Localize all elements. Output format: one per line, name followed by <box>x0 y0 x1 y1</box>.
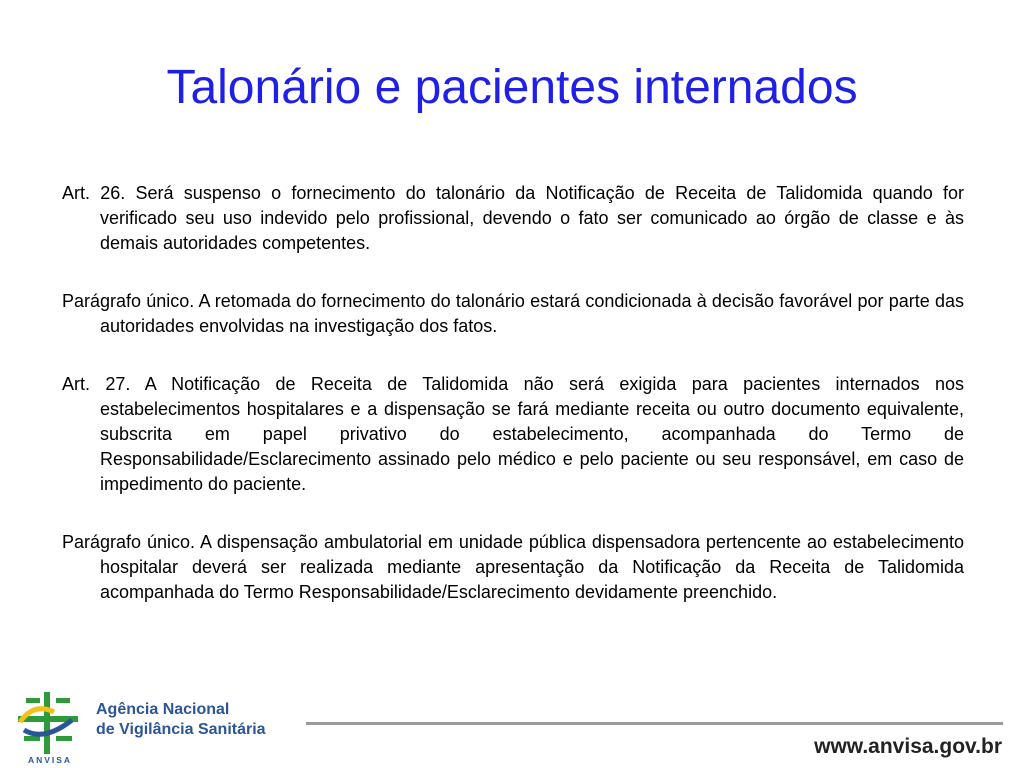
agency-name <box>96 700 266 740</box>
paragraph-art-27-unico: Parágrafo único. A dispensação ambulatorial em unidade pública dispensadora pertencente ao estabelecimento hospitalar deverá ser realizada mediante apresentação da Notificação da Receita de Talidomida acompanhada do Termo Responsabilidade/Esclarecimento devidamente preenchido. <box>62 532 964 602</box>
slide-title: Talonário e pacientes internados <box>166 61 858 114</box>
anvisa-cross-logo-icon <box>14 690 86 766</box>
footer-divider <box>306 722 1003 725</box>
footer <box>0 680 1024 768</box>
paragraph-art-26: Art. 26. Será suspenso o fornecimento do talonário da Notificação de Receita de Talidomida quando for verificado seu uso indevido pelo profissional, devendo o fato ser comunicado ao órgão de classe e às demais autoridades competentes. <box>62 183 964 253</box>
website-url[interactable]: www.anvisa.gov.br <box>814 735 1002 758</box>
paragraph-art-27: Art. 27. A Notificação de Receita de Talidomida não será exigida para pacientes internados nos estabelecimentos hospitalares e a dispensação se fará mediante receita ou outro documento equivalente, subscrita em papel privativo do estabelecimento, acompanhada do Termo de Responsabilidade/Esclarecimento assinado pelo médico e pelo paciente ou seu responsável, em caso de impedimento do paciente. <box>62 374 964 494</box>
paragraph-art-26-unico: Parágrafo único. A retomada do fornecimento do talonário estará condicionada à decisão favorável por parte das autoridades envolvidas na investigação dos fatos. <box>62 291 964 336</box>
agency-name-line1: Agência Nacional <box>96 701 230 718</box>
agency-name-line2: de Vigilância Sanitária <box>96 721 266 738</box>
logo-text: ANVISA <box>27 755 73 765</box>
slide-body <box>62 181 964 638</box>
